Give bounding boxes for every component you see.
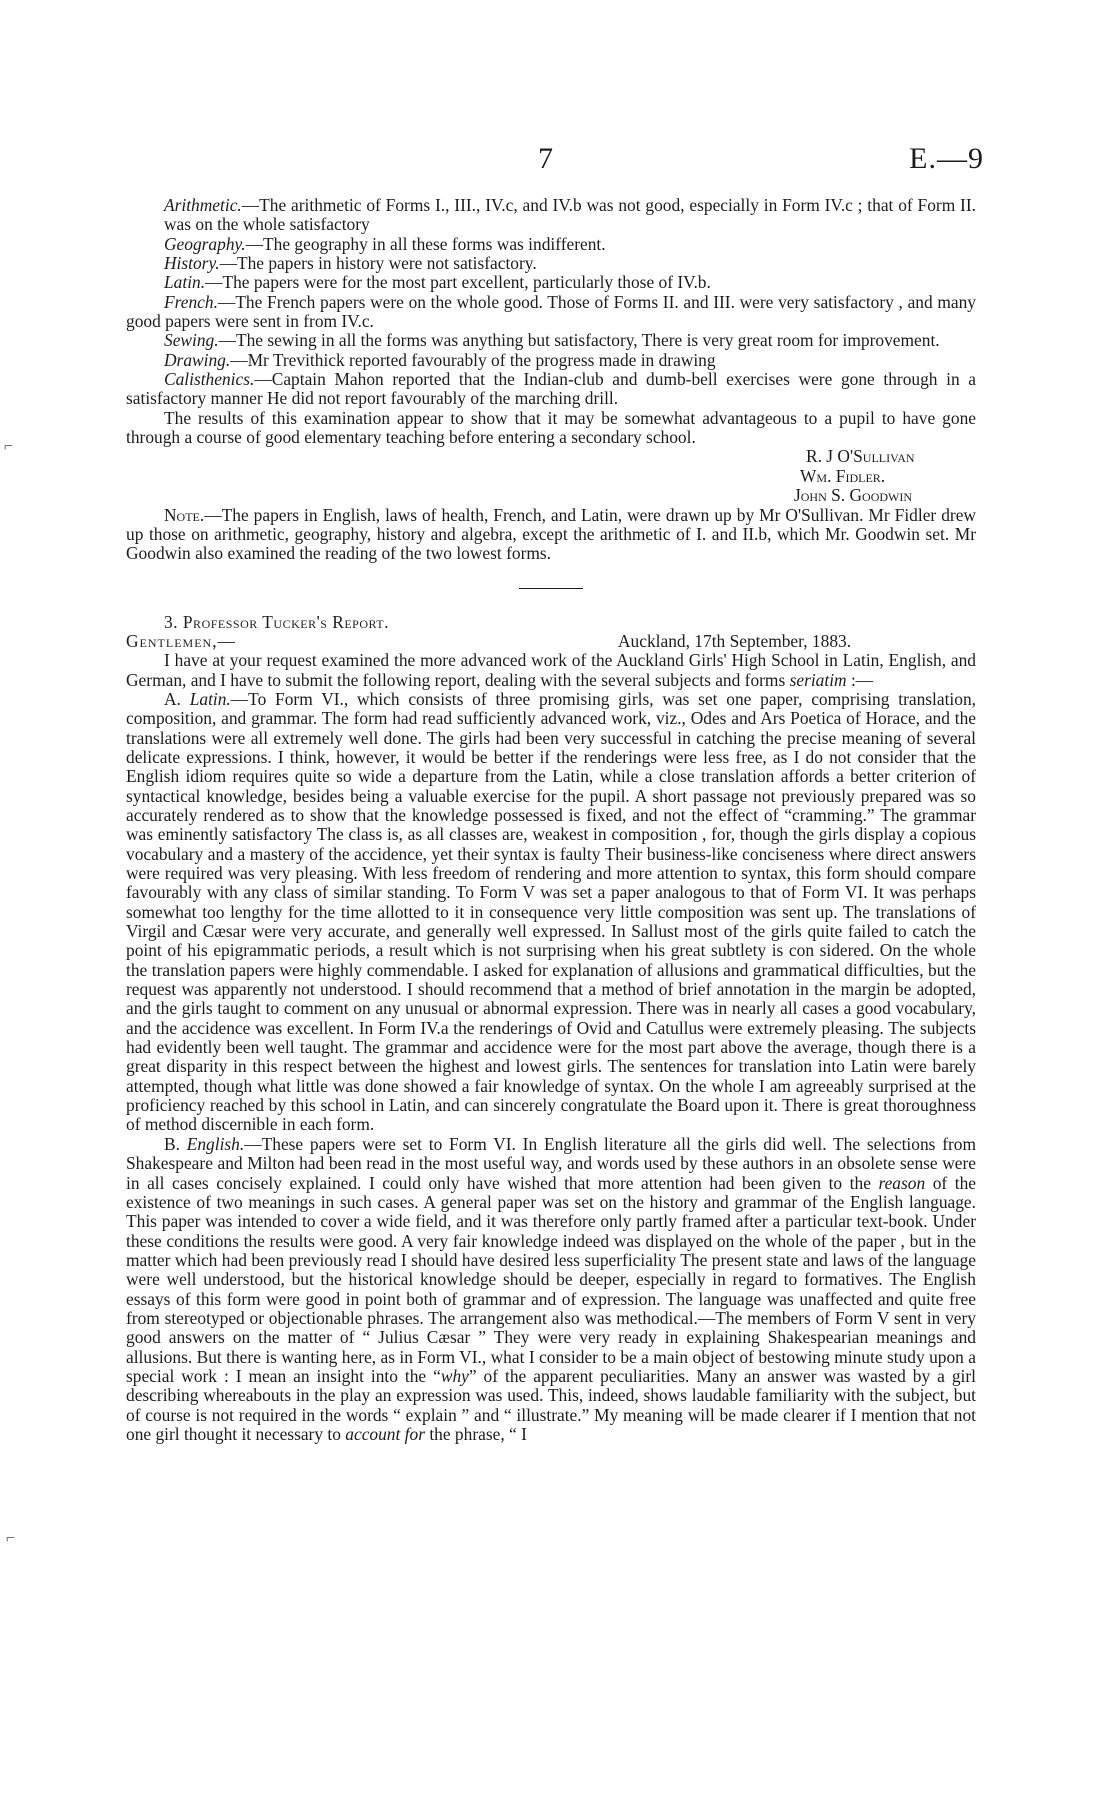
paragraph-history: History.—The papers in history were not satisfactory. [164,253,537,274]
salutation-line [126,632,976,651]
signature-goodwin: John S. Goodwin [794,485,913,506]
paragraph-latin-short: Latin.—The papers were for the most part excellent, particularly those of IV.b. [164,272,711,293]
signature-fidler: Wm. Fidler. [800,465,886,486]
section-divider [519,588,583,589]
paragraph-drawing: Drawing.—Mr Trevithick reported favourably of the progress made in drawing [164,349,716,370]
page-header [0,142,1114,182]
salutation: Gentlemen,— [126,630,236,651]
paragraph-french: French.—The French papers were on the whole good. Those of Forms II. and III. were very satisfactory , and many good papers were sent in from IV.c. [126,291,976,332]
margin-mark: ⌐ [4,438,14,455]
page-number: 7 [538,142,553,175]
paragraph-arithmetic: Arithmetic.—The arithmetic of Forms I., III., IV.c, and IV.b was not good, especially in Form IV.c ; that of Form II. was on the whole satisfactory [164,195,976,235]
place-date: Auckland, 17th September, 1883. [618,630,852,651]
paragraph-calisthenics: Calisthenics.—Captain Mahon reported that the Indian-club and dumb-bell exercises were gone through in a satisfactory manner He did not report favourably of the marching drill. [126,369,976,409]
margin-mark: ⌐ [6,1530,16,1547]
paragraph-geography: Geography.—The geography in all these forms was indifferent. [164,233,606,254]
section-title: 3. Professor Tucker's Report. [164,611,389,632]
signature-osullivan: R. J O'Sullivan [806,446,915,467]
body-text [126,196,976,1444]
paragraph-english-report: B. English.—These papers were set to Form VI. In English literature all the girls did well. The selections from Shakespeare and Milton had been read in the most useful way, and words used by these authors in an obsolete sense were in all cases concisely explained. I could only have wished that more attention had been given to the reason of the existence of two meanings in such cases. A general paper was set on the history and grammar of the English language. This paper was intended to cover a wide field, and it was therefore only partly framed after a particular text-book. Under these conditions the results were good. A very fair knowledge indeed was displayed on the whole of the paper , but in the matter which had been previously read I should have desired less superficiality The present state and laws of the language were well understood, but the historical knowledge should be deeper, especially in regard to formatives. The English essays of this form were good in point both of grammar and of expression. The language was unaffected and quite free from stereotyped or objectionable phrases. The arrangement also was methodical.—The members of Form V sent in very good answers on the matter of “ Julius Cæsar ” They were very ready in explaining Shakespearian meanings and allusions. But there is wanting here, as in Form VI., what I consider to be a main object of bestowing minute study upon a special work : I mean an insight into the “why” of the apparent peculiarities. Many an answer was wasted by a girl describing whereabouts in the play an expression was used. This, indeed, shows laudable familiarity with the subject, but of course is not required in the words “ explain ” and “ illustrate.” My meaning will be made clearer if I mention that not one girl thought it necessary to account for the phrase, “ I [126,1133,977,1444]
paragraph-intro: I have at your request examined the more advanced work of the Auckland Girls' High School in Latin, English, and German, and I have to submit the following report, dealing with the several subjects and forms seriatim :— [126,650,976,690]
paragraph-note: Note.—The papers in English, laws of health, French, and Latin, were drawn up by Mr O'Sullivan. Mr Fidler drew up those on arithmetic, geography, history and algebra, except the arithmetic of I. and II.b, which Mr. Goodwin set. Mr Goodwin also examined the reading of the two lowest forms. [126,504,976,564]
paragraph-latin-report: A. Latin.—To Form VI., which consists of three promising girls, was set one paper, comprising translation, composition, and grammar. The form had read sufficiently advanced work, viz., Odes and Ars Poetica of Horace, and the translations were all extremely well done. The girls had been very successful in catching the precise meaning of several delicate expressions. I think, however, it would be better if the renderings were less free, as I do not consider that the English idiom requires quite so wide a departure from the Latin, while a close translation affords a better criterion of syntactical knowledge, besides being a valuable exercise for the pupil. A short passage not previously prepared was so accurately rendered as to show that the knowledge possessed is fixed, and not the effect of “cramming.” The grammar was eminently satisfactory The class is, as all classes are, weakest in composition , for, though the girls display a copious vocabulary and a mastery of the accidence, yet their syntax is faulty Their business-like conciseness where direct answers were required was very pleasing. With less freedom of rendering and more attention to syntax, this form should compare favourably with any class of similar standing. To Form V was set a paper analogous to that of Form VI. It was perhaps somewhat too lengthy for the time allotted to it in consequence very little composition was sent up. The translations of Virgil and Cæsar were very accurate, and generally well expressed. In Sallust most of the girls quite failed to catch the point of his epigrammatic periods, a result which is not surprising when his great subtlety is con sidered. On the whole the translation papers were highly commendable. I asked for explanation of allusions and grammatical difficulties, but the request was apparently not understood. I should recommend that a method of brief annotation in the margin be adopted, and the girls taught to comment on any unusual or abnormal expression. There was in nearly all cases a good vocabulary, and the accidence was excellent. In Form IV.a the renderings of Ovid and Catullus were extremely pleasing. The subjects had evidently been well taught. The grammar and accidence were for the most part above the average, though there is a great disparity in this respect between the highest and lowest girls. The sentences for translation into Latin were barely attempted, though what little was done showed a fair knowledge of syntax. On the whole I am agreeably surprised at the proficiency reached by this school in Latin, and can sincerely congratulate the Board upon it. There is great thoroughness of method discernible in each form. [126,688,976,1135]
paragraph-sewing: Sewing.—The sewing in all the forms was anything but satisfactory, There is very great room for improvement. [164,330,940,351]
paragraph-results: The results of this examination appear to show that it may be somewhat advantageous to a pupil to have gone through a course of good elementary teaching before entering a secondary school. [126,407,976,448]
document-code: E.—9 [909,142,984,175]
